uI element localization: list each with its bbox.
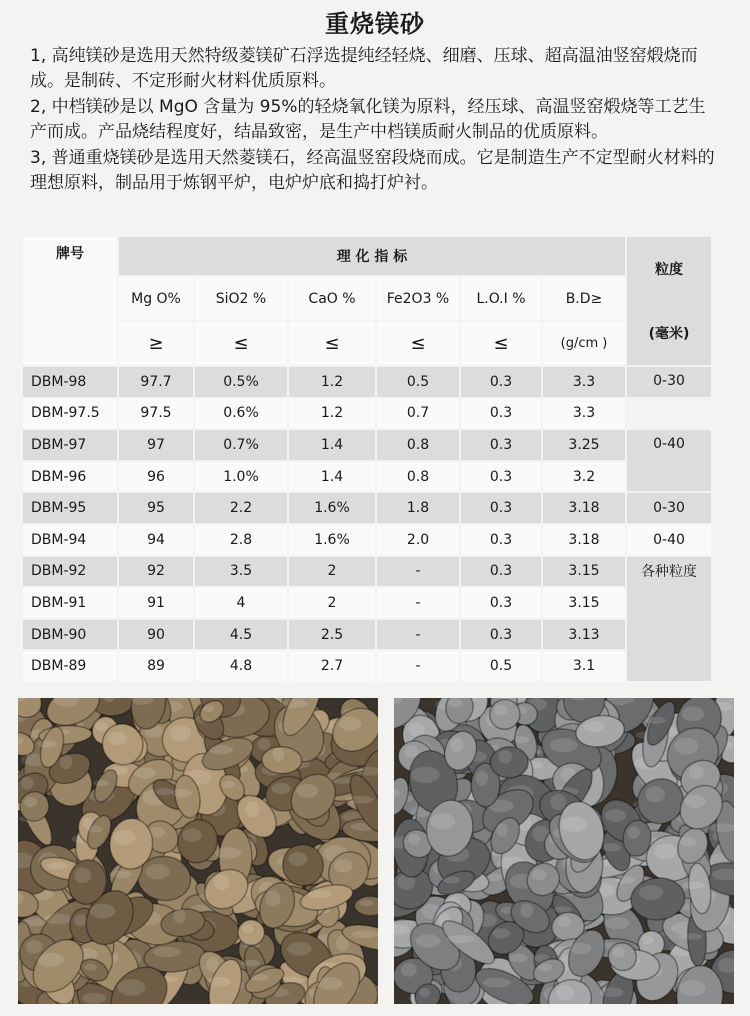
pebble-highlight bbox=[206, 977, 231, 987]
row-value: 0.3 bbox=[461, 557, 541, 587]
pebble-highlight bbox=[308, 890, 332, 898]
row-value: 0.3 bbox=[461, 462, 541, 492]
pebble-highlight bbox=[24, 797, 37, 807]
pebble-highlight bbox=[550, 794, 566, 811]
paragraph-3: 3, 普通重烧镁砂是选用天然菱镁石，经高温竖窑段烧而成。它是制造生产不定型耐火材料的理想原料，制品用于炼钢平炉，电炉炉底和捣打炉衬。 bbox=[30, 148, 715, 193]
pebble-highlight bbox=[346, 796, 374, 804]
size-value: 0-30 bbox=[627, 493, 711, 523]
pebble-highlight bbox=[476, 771, 489, 786]
row-value: 1.8 bbox=[377, 493, 459, 523]
pebble-highlight bbox=[47, 862, 68, 869]
pebble-highlight bbox=[600, 988, 624, 998]
row-value: 3.18 bbox=[543, 525, 625, 555]
pebble-highlight bbox=[680, 837, 696, 847]
pebble-highlight bbox=[44, 914, 73, 925]
row-value: 1.6% bbox=[289, 493, 375, 523]
row-value: 89 bbox=[119, 651, 193, 681]
pebble-highlight bbox=[209, 745, 233, 754]
pebble-highlight bbox=[351, 931, 378, 939]
row-value: 91 bbox=[119, 588, 193, 618]
pebble-highlight bbox=[678, 933, 703, 939]
magnesia-photo-brown bbox=[18, 698, 378, 1004]
pebble-highlight bbox=[108, 731, 127, 745]
photo-left bbox=[18, 698, 378, 1004]
row-grade: DBM-97 bbox=[23, 430, 117, 460]
pebble-highlight bbox=[245, 801, 260, 817]
row-value: 2.5 bbox=[289, 620, 375, 650]
row-value: 2.0 bbox=[377, 525, 459, 555]
pebble-highlight bbox=[21, 777, 34, 790]
size-value: 各种粒度 bbox=[627, 557, 711, 681]
row-value: 0.8 bbox=[377, 462, 459, 492]
pebble-highlight bbox=[483, 978, 511, 988]
pebble-highlight bbox=[616, 877, 634, 884]
column-op: ≤ bbox=[195, 322, 287, 365]
column-name: L.O.I % bbox=[461, 277, 541, 320]
description bbox=[30, 44, 722, 197]
row-value: 3.15 bbox=[543, 557, 625, 587]
row-value: 1.6% bbox=[289, 525, 375, 555]
pebble-highlight bbox=[448, 698, 463, 707]
size-value: 0-30 bbox=[627, 367, 711, 397]
row-value: 92 bbox=[119, 557, 193, 587]
pebble-highlight bbox=[605, 809, 626, 821]
pebble-highlight bbox=[60, 755, 73, 770]
pebble-highlight bbox=[74, 914, 87, 926]
size-value: 0-40 bbox=[627, 430, 711, 491]
row-value: 95 bbox=[119, 493, 193, 523]
pebble-highlight bbox=[583, 721, 605, 732]
pebble-highlight bbox=[272, 783, 291, 795]
row-value: - bbox=[377, 557, 459, 587]
row-value: 4.8 bbox=[195, 651, 287, 681]
row-value: 97.5 bbox=[119, 399, 193, 429]
pebble-highlight bbox=[82, 993, 106, 1004]
pebble-highlight bbox=[146, 864, 170, 879]
pebble-highlight bbox=[272, 747, 284, 761]
row-value: 0.3 bbox=[461, 367, 541, 397]
pebble-highlight bbox=[266, 890, 281, 906]
row-value: 2.2 bbox=[195, 493, 287, 523]
pebble-highlight bbox=[493, 928, 510, 939]
pebble-highlight bbox=[26, 940, 43, 953]
pebble-highlight bbox=[416, 934, 441, 947]
pebble-highlight bbox=[450, 738, 464, 752]
row-value: - bbox=[377, 620, 459, 650]
row-value: 2 bbox=[289, 588, 375, 618]
pebble-highlight bbox=[242, 924, 254, 933]
pebble-highlight bbox=[645, 717, 666, 724]
pebble-highlight bbox=[405, 746, 419, 758]
pebble-highlight bbox=[443, 876, 461, 883]
row-value: 1.2 bbox=[289, 367, 375, 397]
pebble-highlight bbox=[359, 900, 373, 907]
row-value: - bbox=[377, 651, 459, 681]
column-name: Fe2O3 % bbox=[377, 277, 459, 320]
pebble-highlight bbox=[334, 859, 353, 872]
column-name: SiO2 % bbox=[195, 277, 287, 320]
pebble-highlight bbox=[550, 738, 578, 752]
pebble-highlight bbox=[513, 736, 529, 743]
pebble-highlight bbox=[74, 868, 91, 884]
pebble-highlight bbox=[627, 827, 639, 840]
row-value: 3.15 bbox=[543, 588, 625, 618]
pebble-highlight bbox=[498, 750, 512, 763]
pebble-highlight bbox=[109, 871, 132, 879]
row-grade: DBM-89 bbox=[23, 651, 117, 681]
pebble-highlight bbox=[532, 869, 547, 880]
pebble-highlight bbox=[679, 980, 706, 996]
pebble-highlight bbox=[561, 817, 588, 832]
pebble-highlight bbox=[520, 903, 533, 917]
row-grade: DBM-90 bbox=[23, 620, 117, 650]
pebble-highlight bbox=[37, 740, 56, 747]
pebble-highlight bbox=[674, 738, 698, 755]
row-grade: DBM-92 bbox=[23, 557, 117, 587]
pebble-highlight bbox=[446, 935, 474, 943]
row-value: 0.3 bbox=[461, 399, 541, 429]
pebble-highlight bbox=[689, 765, 704, 779]
pebble-highlight bbox=[685, 795, 706, 809]
row-value: 0.3 bbox=[461, 525, 541, 555]
spec-table bbox=[22, 236, 712, 682]
pebble-highlight bbox=[419, 988, 430, 997]
pebble-highlight bbox=[258, 738, 271, 750]
row-grade: DBM-98 bbox=[23, 367, 117, 397]
pebble-highlight bbox=[250, 974, 269, 981]
pebble bbox=[237, 919, 265, 946]
row-value: 0.7 bbox=[377, 399, 459, 429]
row-value: 0.7% bbox=[195, 430, 287, 460]
pebble-highlight bbox=[605, 917, 629, 929]
pebble-highlight bbox=[172, 789, 191, 798]
row-value: 2.7 bbox=[289, 651, 375, 681]
row-grade: DBM-97.5 bbox=[23, 399, 117, 429]
row-grade: DBM-95 bbox=[23, 493, 117, 523]
row-value: 0.3 bbox=[461, 588, 541, 618]
paragraph-2: 2, 中档镁砂是以 MgO 含量为 95%的轻烧氧化镁为原料，经压球、高温竖窑煅烧等工艺生产而成。产品烧结程度好，结晶致密，是生产中档镁质耐火制品的优质原料。 bbox=[30, 97, 706, 142]
row-value: 0.5 bbox=[377, 367, 459, 397]
pebble-highlight bbox=[288, 852, 307, 866]
row-value: 4 bbox=[195, 588, 287, 618]
pebble-highlight bbox=[339, 717, 361, 731]
pebble-highlight bbox=[118, 979, 146, 996]
column-op: (g/cm ) bbox=[543, 322, 625, 365]
row-value: 3.5 bbox=[195, 557, 287, 587]
row-grade: DBM-91 bbox=[23, 588, 117, 618]
row-value: 1.4 bbox=[289, 430, 375, 460]
pebble-highlight bbox=[156, 788, 173, 795]
pebble-highlight bbox=[569, 943, 591, 954]
row-value: 90 bbox=[119, 620, 193, 650]
row-value: 3.3 bbox=[543, 399, 625, 429]
pebble-highlight bbox=[316, 977, 343, 990]
row-value: 1.0% bbox=[195, 462, 287, 492]
pebble-highlight bbox=[203, 705, 215, 712]
row-value: 3.13 bbox=[543, 620, 625, 650]
pebble-highlight bbox=[241, 960, 260, 967]
row-value: 0.5% bbox=[195, 367, 287, 397]
row-value: 4.5 bbox=[195, 620, 287, 650]
pebble-highlight bbox=[509, 953, 527, 962]
row-value: 96 bbox=[119, 462, 193, 492]
photo-right bbox=[394, 698, 734, 1004]
pebble-highlight bbox=[87, 826, 103, 833]
column-name: Mg O% bbox=[119, 277, 193, 320]
pebble-highlight bbox=[114, 830, 137, 845]
header-grade: 牌号 bbox=[23, 237, 117, 365]
row-value: 0.8 bbox=[377, 430, 459, 460]
row-value: 0.3 bbox=[461, 620, 541, 650]
pebble-highlight bbox=[174, 908, 186, 923]
pebble-highlight bbox=[95, 722, 107, 731]
pebble-highlight bbox=[538, 964, 552, 972]
row-value: 1.4 bbox=[289, 462, 375, 492]
row-value: 94 bbox=[119, 525, 193, 555]
pebble-highlight bbox=[642, 935, 654, 944]
pebble-highlight bbox=[222, 781, 235, 788]
pebble-highlight bbox=[408, 834, 420, 844]
column-name: CaO % bbox=[289, 277, 375, 320]
size-value: 0-40 bbox=[627, 525, 711, 555]
pebble-highlight bbox=[613, 948, 625, 958]
pebble-highlight bbox=[134, 768, 156, 779]
row-value: 3.25 bbox=[543, 430, 625, 460]
header-size bbox=[627, 237, 711, 365]
column-op: ≤ bbox=[289, 322, 375, 365]
pebble-highlight bbox=[645, 786, 665, 802]
row-value: 3.2 bbox=[543, 462, 625, 492]
row-value: 97 bbox=[119, 430, 193, 460]
paragraph-1: 1, 高纯镁砂是选用天然特级菱镁矿石浮选提纯经轻烧、细磨、压球、超高温油竖窑煅烧而成。是制砖、不定形耐火材料优质原料。 bbox=[30, 46, 698, 91]
row-grade: DBM-96 bbox=[23, 462, 117, 492]
row-value: - bbox=[377, 588, 459, 618]
magnesia-photo-grey bbox=[394, 698, 734, 1004]
pebble-highlight bbox=[84, 964, 97, 971]
column-op: ≥ bbox=[119, 322, 193, 365]
row-value: 0.3 bbox=[461, 430, 541, 460]
row-value: 2.8 bbox=[195, 525, 287, 555]
pebble-highlight bbox=[170, 725, 191, 741]
row-value: 3.1 bbox=[543, 651, 625, 681]
pebble-highlight bbox=[215, 847, 242, 858]
pebble-highlight bbox=[497, 823, 508, 836]
pebble-highlight bbox=[682, 706, 705, 721]
pebble-highlight bbox=[558, 916, 571, 927]
header-index: 理 化 指 标 bbox=[119, 237, 625, 275]
pebble-highlight bbox=[153, 947, 181, 958]
header-size-label: 粒度 bbox=[655, 262, 683, 278]
pebble-highlight bbox=[94, 780, 110, 786]
row-grade: DBM-94 bbox=[23, 525, 117, 555]
pebble-highlight bbox=[556, 985, 573, 1000]
pebble-highlight bbox=[90, 904, 116, 919]
row-value: 0.6% bbox=[195, 399, 287, 429]
page-title: 重烧镁砂 bbox=[325, 10, 425, 38]
pebble-highlight bbox=[296, 784, 318, 798]
pebble-highlight bbox=[639, 885, 663, 900]
pebble-highlight bbox=[214, 874, 230, 890]
row-value: 2 bbox=[289, 557, 375, 587]
row-value: 3.3 bbox=[543, 367, 625, 397]
pebble-highlight bbox=[183, 828, 202, 842]
row-value: 0.5 bbox=[461, 651, 541, 681]
pebble-highlight bbox=[430, 813, 455, 829]
pebble-highlight bbox=[602, 843, 621, 851]
row-value: 0.3 bbox=[461, 493, 541, 523]
pebble-highlight bbox=[37, 953, 64, 967]
row-value: 97.7 bbox=[119, 367, 193, 397]
column-op: ≤ bbox=[461, 322, 541, 365]
pebble-highlight bbox=[408, 722, 424, 736]
pebble-highlight bbox=[682, 882, 705, 889]
pebble-highlight bbox=[287, 942, 311, 956]
column-op: ≤ bbox=[377, 322, 459, 365]
header-size-unit: (毫米) bbox=[648, 326, 690, 342]
pebble-highlight bbox=[280, 699, 308, 708]
pebble-highlight bbox=[654, 843, 677, 859]
column-name: B.D≥ bbox=[543, 277, 625, 320]
pebble-highlight bbox=[411, 767, 439, 783]
row-value: 3.18 bbox=[543, 493, 625, 523]
row-value: 1.2 bbox=[289, 399, 375, 429]
pebble-highlight bbox=[494, 705, 508, 715]
pebble-highlight bbox=[401, 963, 417, 977]
